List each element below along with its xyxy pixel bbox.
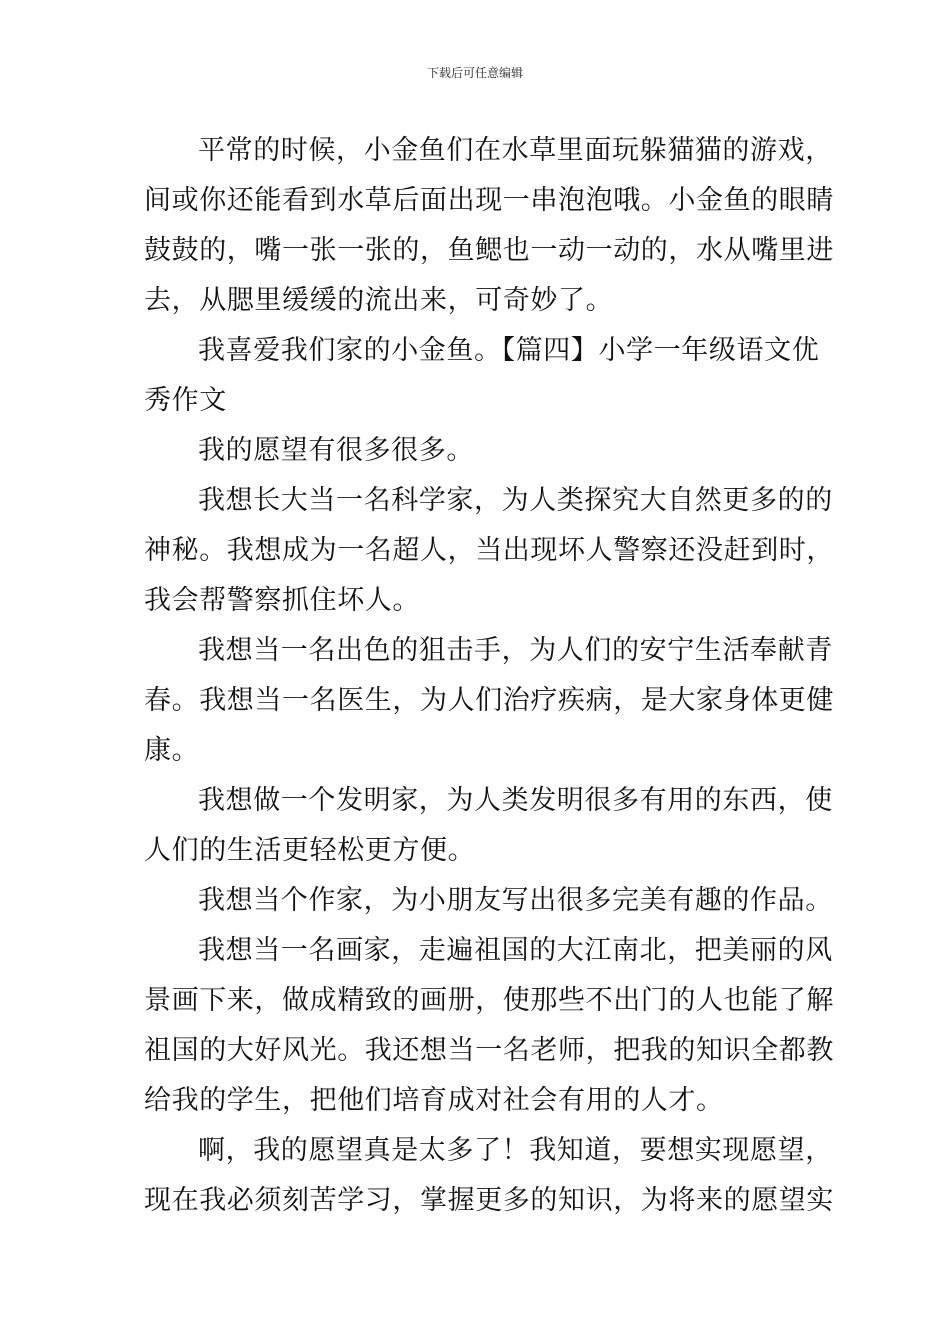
- text-line: 我想当个作家，为小朋友写出很多完美有趣的作品。: [198, 885, 833, 916]
- text-line: 神秘。我想成为一名超人，当出现坏人警察还没赶到时，: [144, 535, 834, 566]
- text-line: 康。: [144, 735, 200, 766]
- text-line: 平常的时候，小金鱼们在水草里面玩躲猫猫的游戏，: [198, 135, 833, 166]
- text-line: 去，从腮里缓缓的流出来，可奇妙了。: [144, 285, 614, 316]
- document-body: [144, 126, 834, 1226]
- text-line: 我想做一个发明家，为人类发明很多有用的东西，使: [198, 785, 833, 816]
- text-line: 我会帮警察抓住坏人。: [144, 585, 420, 616]
- text-line: 我的愿望有很多很多。: [198, 435, 474, 466]
- text-line: 人们的生活更轻松更方便。: [144, 835, 476, 866]
- text-line: 春。我想当一名医生，为人们治疗疾病，是大家身体更健: [144, 685, 834, 716]
- text-line: 啊，我的愿望真是太多了！我知道，要想实现愿望，: [198, 1135, 833, 1166]
- page-header: 下载后可任意编辑: [426, 66, 523, 80]
- text-line: 秀作文: [144, 385, 227, 416]
- text-line: 现在我必须刻苦学习，掌握更多的知识，为将来的愿望实: [144, 1185, 834, 1216]
- text-line: 祖国的大好风光。我还想当一名老师，把我的知识全都教: [144, 1035, 834, 1066]
- text-line: 景画下来，做成精致的画册，使那些不出门的人也能了解: [144, 985, 834, 1016]
- text-line: 我想当一名画家，走遍祖国的大江南北，把美丽的风: [198, 935, 833, 966]
- text-line: 间或你还能看到水草后面出现一串泡泡哦。小金鱼的眼睛: [144, 185, 834, 216]
- text-line: 我想长大当一名科学家，为人类探究大自然更多的的: [198, 485, 833, 516]
- text-line: 我喜爱我们家的小金鱼。【篇四】小学一年级语文优: [198, 335, 820, 366]
- text-line: 鼓鼓的，嘴一张一张的，鱼鳃也一动一动的，水从嘴里进: [144, 235, 834, 266]
- text-line: 我想当一名出色的狙击手，为人们的安宁生活奉献青: [198, 635, 833, 666]
- text-line: 给我的学生，把他们培育成对社会有用的人才。: [144, 1085, 724, 1116]
